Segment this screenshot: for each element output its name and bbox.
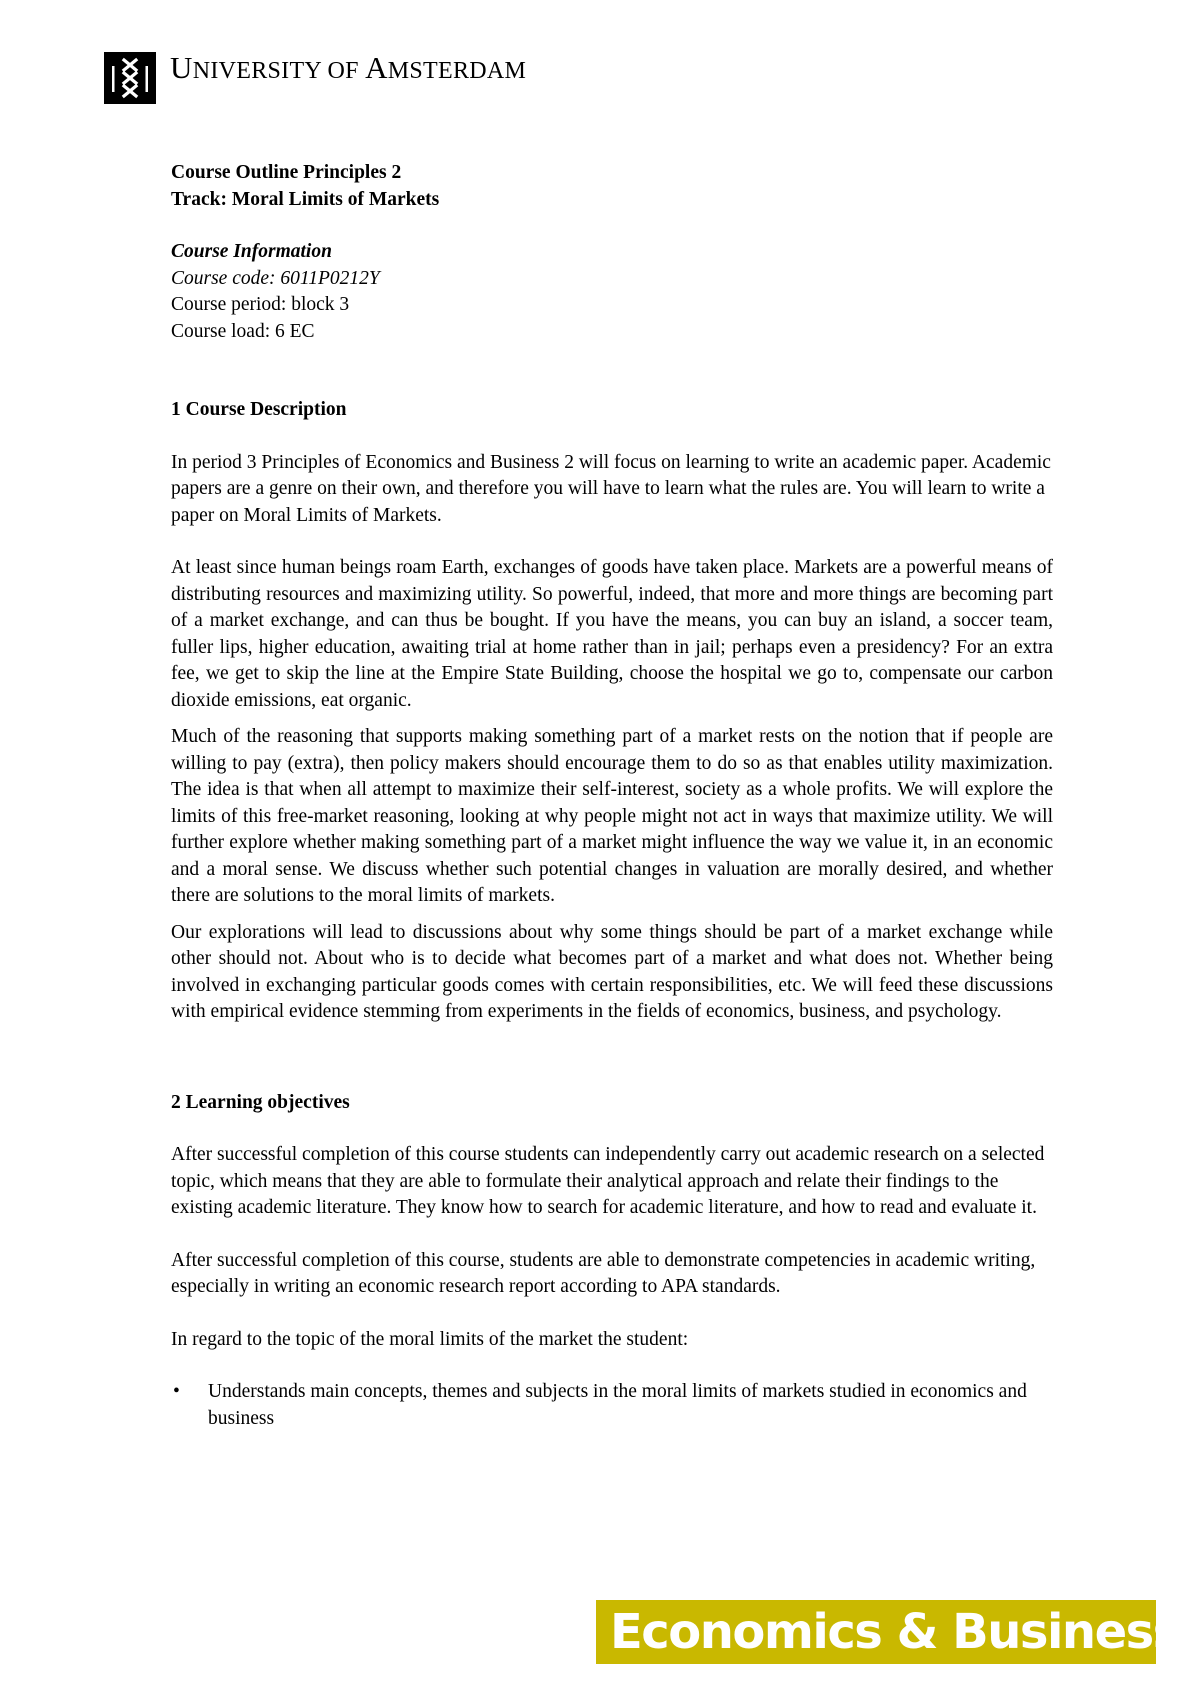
university-name-initial-u: U: [170, 50, 193, 85]
university-name: [170, 52, 526, 87]
bullet-symbol: •: [173, 1381, 180, 1402]
university-name-part-1: NIVERSITY OF: [192, 58, 359, 84]
university-logo: [104, 52, 156, 104]
list-item: [171, 1379, 1053, 1432]
amsterdam-crosses-icon: [104, 52, 156, 104]
section-1-paragraph-3: Much of the reasoning that supports making something part of a market rests on the notion that if people are willing to pay (extra), then policy makers should encourage them to do so as that enables utility maximization. The idea is that when all attempt to maximize their self-interest, society as a whole profits. We will explore the limits of this free-market reasoning, looking at why people might not act in ways that maximize utility. We will further explore whether making something part of a market might influence the way we value it, in an economic and a moral sense. We discuss whether such potential changes in valuation are morally desired, and whether there are solutions to the moral limits of markets.: [171, 726, 1053, 906]
section-2-paragraph-3: In regard to the topic of the moral limits of the market the student:: [171, 1328, 689, 1350]
document-title: Course Outline Principles 2: [171, 162, 402, 183]
course-load: Course load: 6 EC: [171, 320, 315, 342]
section-1-paragraph-2: At least since human beings roam Earth, exchanges of goods have taken place. Markets are a powerful means of distributing resources and maximizing utility. So powerful, indeed, that more and more things are becoming part of a market exchange, and can thus be bought. If you have the means, you can buy an island, a soccer team, fuller lips, higher education, awaiting trial at home rather than in jail; perhaps even a presidency? For an extra fee, we get to skip the line at the Empire State Building, choose the hospital we go to, compensate our carbon dioxide emissions, eat organic.: [171, 557, 1053, 711]
economics-business-logo-text: Economics & Business: [610, 1604, 1180, 1660]
section-1-paragraph-1: In period 3 Principles of Economics and Business 2 will focus on learning to write an academic paper. Academic papers are a genre on their own, and therefore you will have to learn what the rules are. You will learn to write a paper on Moral Limits of Markets.: [171, 451, 1051, 526]
learning-objectives-list: [171, 1379, 1053, 1432]
university-name-initial-a: A: [365, 50, 388, 85]
course-period: Course period: block 3: [171, 294, 350, 315]
section-2-paragraph-1: After successful completion of this course students can independently carry out academic research on a selected topic, which means that they are able to formulate their analytical approach and relate their findings to the existing academic literature. They know how to search for academic literature, and how to read and evaluate it.: [171, 1144, 1045, 1218]
university-name-part-2: MSTERDAM: [387, 58, 527, 84]
economics-business-banner: [596, 1600, 1180, 1664]
section-1-paragraph-4: Our explorations will lead to discussions about why some things should be part of a market exchange while other should not. About who is to decide what becomes part of a market and what does not. Whether being involved in exchanging particular goods comes with certain responsibilities, etc. We will feed these discussions with empirical evidence stemming from experiments in the fields of economics, business, and psychology.: [171, 921, 1053, 1022]
list-item-text: Understands main concepts, themes and subjects in the moral limits of markets studied in economics and business: [208, 1381, 1027, 1429]
section-2-paragraph-2: After successful completion of this course, students are able to demonstrate competencies in academic writing, especially in writing an economic research report according to APA standards.: [171, 1249, 1036, 1297]
course-outline-body: [171, 160, 1053, 1432]
course-code: Course code: 6011P0212Y: [171, 267, 380, 289]
document-track: Track: Moral Limits of Markets: [171, 188, 440, 210]
section-2-heading: 2 Learning objectives: [171, 1091, 350, 1113]
section-1-heading: 1 Course Description: [171, 399, 347, 420]
course-info-heading: Course Information: [171, 241, 332, 262]
